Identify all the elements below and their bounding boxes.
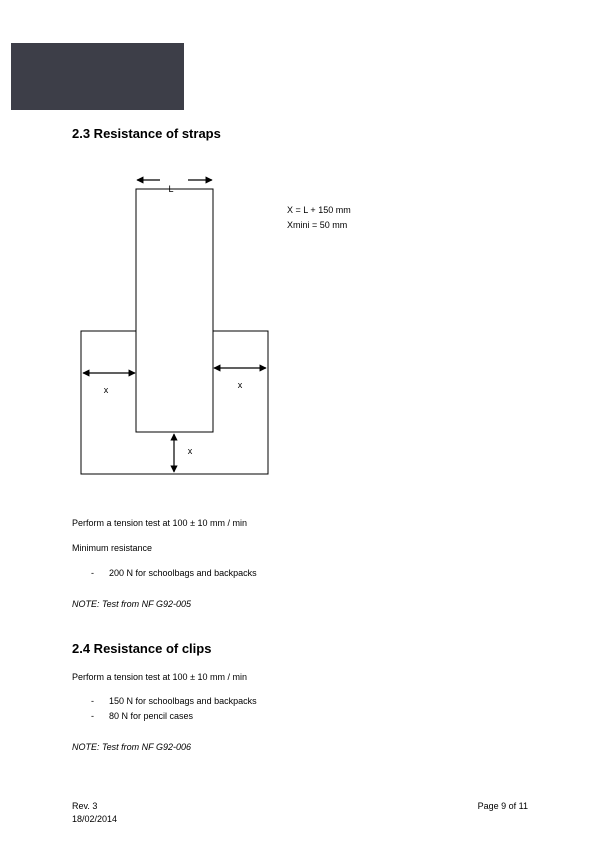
label-x-bottom: x: [187, 446, 193, 456]
bullet-dash: -: [91, 568, 94, 578]
formula-line-1: X = L + 150 mm: [287, 205, 351, 215]
note-2-4: NOTE: Test from NF G92-006: [72, 742, 192, 752]
label-L: L: [168, 184, 174, 194]
list-item: [91, 709, 257, 724]
footer-page-number: Page 9 of 11: [477, 801, 528, 811]
bullet-dash: -: [91, 696, 94, 706]
bullet-list-2-3: [91, 566, 257, 581]
bullet-text: 150 N for schoolbags and backpacks: [109, 696, 257, 706]
min-resistance-label: Minimum resistance: [72, 543, 153, 553]
label-x-left: x: [103, 385, 109, 395]
strap-rectangle: [136, 189, 213, 432]
bullet-dash: -: [91, 711, 94, 721]
footer-revision: Rev. 3: [72, 801, 98, 811]
instruction-2-3: Perform a tension test at 100 ± 10 mm / min: [72, 518, 248, 528]
list-item: [91, 566, 257, 581]
bullet-text: 200 N for schoolbags and backpacks: [109, 568, 257, 578]
section-heading-2-4: 2.4 Resistance of clips: [72, 641, 212, 656]
section-heading-2-3: 2.3 Resistance of straps: [72, 126, 221, 141]
footer-date: 18/02/2014: [72, 814, 118, 824]
note-2-3: NOTE: Test from NF G92-005: [72, 599, 192, 609]
list-item: [91, 694, 257, 709]
bullet-list-2-4: [91, 694, 257, 724]
bullet-text: 80 N for pencil cases: [109, 711, 194, 721]
label-x-right: x: [237, 380, 243, 390]
instruction-2-4: Perform a tension test at 100 ± 10 mm / min: [72, 672, 248, 682]
formula-line-2: Xmini = 50 mm: [287, 220, 348, 230]
